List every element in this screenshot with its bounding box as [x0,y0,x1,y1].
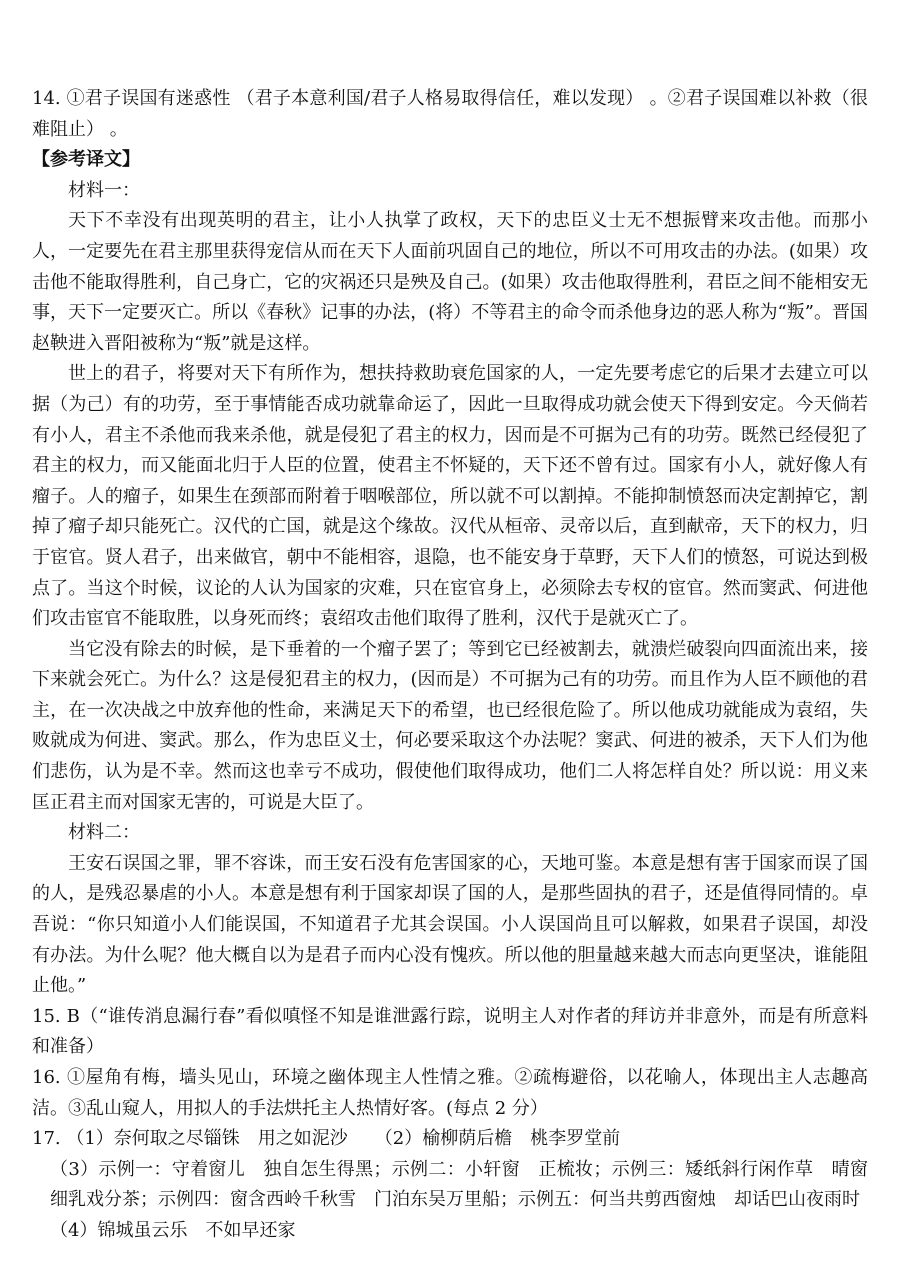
q14-answer: 14. ①君子误国有迷惑性 （君子本意利国/君子人格易取得信任，难以发现） 。②君子误国难以补救（很难阻止） 。 [32,88,868,140]
translation-heading: 【参考译文】 [32,149,140,171]
material2-label: 材料二： [68,822,140,844]
material1-label: 材料一： [68,179,140,201]
q17-answer-line3: （3）示例一：守着窗儿 独自怎生得黑；示例二：小轩窗 正梳妆；示例三：矮纸斜行闲作草 晴窗细乳戏分茶；示例四：窗含西岭千秋雪 门泊东吴万里船；示例五：何当共剪西窗烛 却话巴山夜雨时 [50,1158,868,1211]
q15-answer: 15. B（“谁传消息漏行春”看似嗔怪不知是谁泄露行踪，说明主人对作者的拜访并非意外，而是有所意料和准备） [32,1005,868,1058]
material1-paragraph-1: 天下不幸没有出现英明的君主，让小人执掌了政权，天下的忠臣义士无不想振臂来攻击他。而那小人，一定要先在君主那里获得宠信从而在天下人面前巩固自己的地位，所以不可用攻击的办法。(如果）攻击他不能取得胜利，自己身亡，它的灾祸还只是殃及自己。(如果）攻击他取得胜利，君臣之间不能相安无事，天下一定要灭亡。所以《春秋》记事的办法，(将）不等君主的命令而杀他身边的恶人称为“叛”。晋国赵鞅进入晋阳被称为“叛”就是这样。 [32,210,868,354]
material1-paragraph-3: 当它没有除去的时候，是下垂着的一个瘤子罢了；等到它已经被割去，就溃烂破裂向四面流出来，接下来就会死亡。为什么？这是侵犯君主的权力，(因而是）不可据为己有的功劳。而且作为人臣不顾他的君主，在一次决战之中放弃他的性命，来满足天下的希望，也已经很危险了。所以他成功就能成为袁绍，失败就成为何进、窦武。那么，作为忠臣义士，何必要采取这个办法呢？窦武、何进的被杀，天下人们为他们悲伤，认为是不幸。然而这也幸亏不成功，假使他们取得成功，他们二人将怎样自处？所以说：用义来匡正君主而对国家无害的，可说是大臣了。 [32,638,868,813]
material2-paragraph-1: 王安石误国之罪，罪不容诛，而王安石没有危害国家的心，天地可鉴。本意是想有害于国家而误了国的人，是残忍暴虐的小人。本意是想有利于国家却误了国的人，是那些固执的君子，还是值得同情的。卓吾说：“你只知道小人们能误国，不知道君子尤其会误国。小人误国尚且可以解救，如果君子误国，却没有办法。为什么呢？他大概自以为是君子而内心没有愧疚。所以他的胆量越来越大而志向更坚决，谁能阻止他。” [32,852,868,997]
q16-answer: 16. ①屋角有梅，墙头见山，环境之幽体现主人性情之雅。②疏梅避俗，以花喻人，体现出主人志趣高洁。③乱山窥人，用拟人的手法烘托主人热情好客。(每点 2 分） [32,1067,868,1119]
q17-answer-line1: 17. （1）奈何取之尽锱铢 用之如泥沙 （2）榆柳荫后檐 桃李罗堂前 [32,1128,621,1150]
q17-answer-line4: （4）锦城虽云乐 不如早还家 [50,1219,296,1241]
material1-paragraph-2: 世上的君子，将要对天下有所作为，想扶持救助衰危国家的人，一定先要考虑它的后果才去建立可以据（为己）有的功劳，至于事情能否成功就靠命运了，因此一旦取得成功就会使天下得到安定。今天倘若有小人，君主不杀他而我来杀他，就是侵犯了君主的权力，因而是不可据为己有的功劳。既然已经侵犯了君主的权力，而又能面北归于人臣的位置，使君主不怀疑的，天下还不曾有过。国家有小人，就好像人有瘤子。人的瘤子，如果生在颈部而附着于咽喉部位，所以就不可以割掉。不能抑制愤怒而决定割掉它，割掉了瘤子却只能死亡。汉代的亡国，就是这个缘故。汉代从桓帝、灵帝以后，直到献帝，天下的权力，归于宦官。贤人君子，出来做官，朝中不能相容，退隐，也不能安身于草野，天下人们的愤怒，可说达到极点了。当这个时候，议论的人认为国家的灾难，只在宦官身上，必须除去专权的宦官。然而窦武、何进他们攻击宦官不能取胜，以身死而终；袁绍攻击他们取得了胜利，汉代于是就灭亡了。 [32,363,868,630]
